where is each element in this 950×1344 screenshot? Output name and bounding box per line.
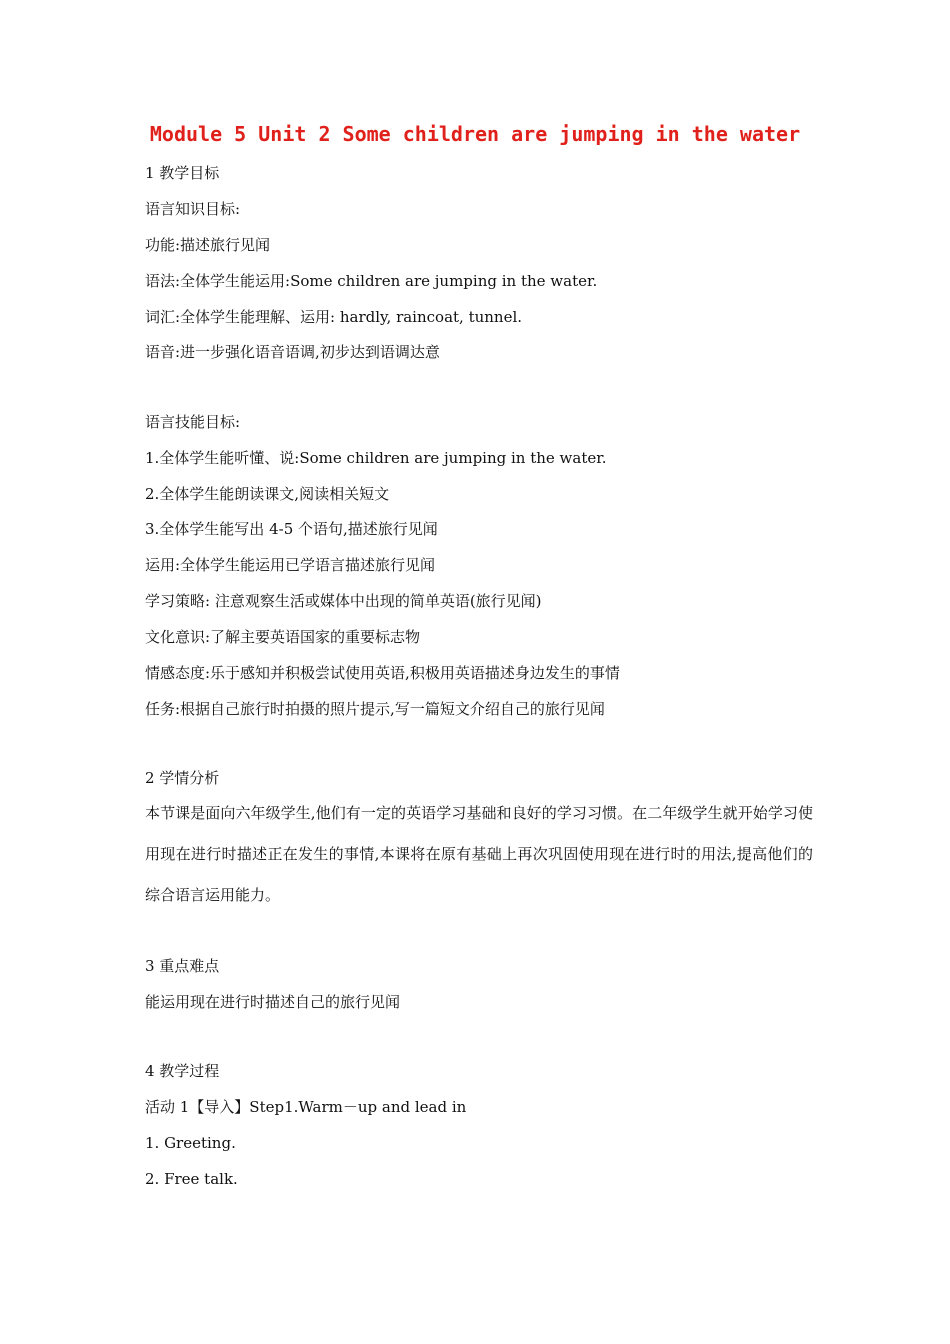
- process-step-2: 2. Free talk.: [145, 1170, 238, 1188]
- key-points-text: 能运用现在进行时描述自己的旅行见闻: [145, 993, 401, 1011]
- skills-objectives-heading: 语言技能目标:: [145, 413, 241, 431]
- document-title: Module 5 Unit 2 Some children are jumping in the water: [149, 122, 801, 146]
- pronunciation-line: 语音:进一步强化语音语调,初步达到语调达意: [145, 343, 440, 361]
- attitude-line: 情感态度:乐于感知并积极尝试使用英语,积极用英语描述身边发生的事情: [145, 664, 620, 682]
- section-heading-key-points: 3 重点难点: [145, 957, 220, 975]
- grammar-line: 语法:全体学生能运用:Some children are jumping in the water.: [145, 272, 598, 290]
- section-heading-analysis: 2 学情分析: [145, 769, 220, 787]
- vocabulary-line: 词汇:全体学生能理解、运用: hardly, raincoat, tunnel.: [145, 308, 523, 326]
- skill-item-3: 3.全体学生能写出 4-5 个语句,描述旅行见闻: [145, 520, 438, 538]
- knowledge-objectives-heading: 语言知识目标:: [145, 200, 241, 218]
- activity-line: 活动 1【导入】Step1.Warm－up and lead in: [145, 1098, 467, 1116]
- usage-line: 运用:全体学生能运用已学语言描述旅行见闻: [145, 556, 436, 574]
- strategy-line: 学习策略: 注意观察生活或媒体中出现的简单英语(旅行见闻): [145, 592, 542, 610]
- section-heading-process: 4 教学过程: [145, 1062, 220, 1080]
- function-line: 功能:描述旅行见闻: [145, 236, 271, 254]
- process-step-1: 1. Greeting.: [145, 1134, 236, 1152]
- section-heading-objectives: 1 教学目标: [145, 164, 220, 182]
- skill-item-1: 1.全体学生能听懂、说:Some children are jumping in the water.: [145, 449, 607, 467]
- culture-line: 文化意识:了解主要英语国家的重要标志物: [145, 628, 421, 646]
- task-line: 任务:根据自己旅行时拍摄的照片提示,写一篇短文介绍自己的旅行见闻: [145, 700, 605, 718]
- analysis-paragraph: 本节课是面向六年级学生,他们有一定的英语学习基础和良好的学习习惯。在二年级学生就开始学习使用现在进行时描述正在发生的事情,本课将在原有基础上再次巩固使用现在进行时的用法,提高他们的综合语言运用能力。: [145, 804, 813, 904]
- skill-item-2: 2.全体学生能朗读课文,阅读相关短文: [145, 485, 390, 503]
